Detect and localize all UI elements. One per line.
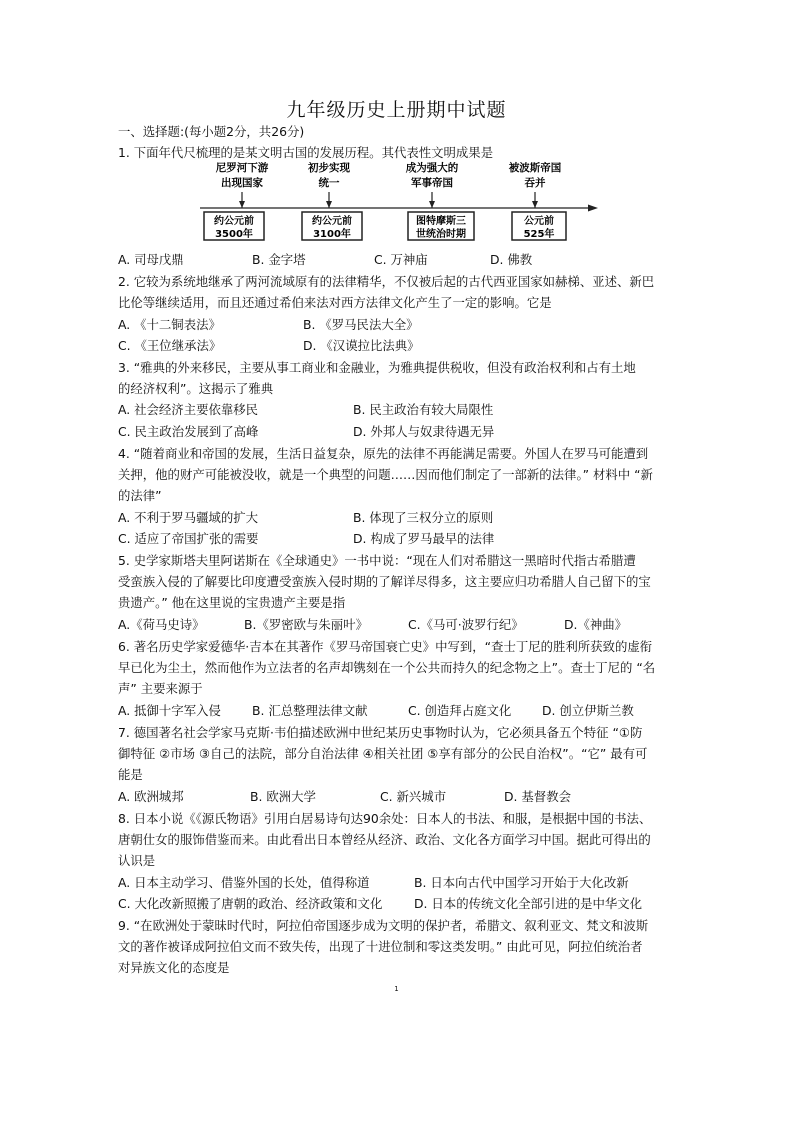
q8-stem-line1: 8. 日本小说《《源氏物语》引用白居易诗句达90余处：日本人的书法、和服，是根据中国的书法、 <box>118 811 652 826</box>
event-1-top: 尼罗河下游 <box>215 162 269 174</box>
q3-option-b[interactable]: B. 民主政治有较大局限性 <box>353 402 494 417</box>
q7-stem-line2: 御特征 ②市场 ③自己的法院，部分自治法律 ④相关社团 ⑤享有部分的公民自治权”。“它” 最有可 <box>118 746 648 761</box>
q4-stem-line1: 4. “随着商业和帝国的发展，生活日益复杂，原先的法律不再能满足需要。外国人在罗马可能遭到 <box>118 446 649 461</box>
q5-stem-line3: 贵遗产。” 他在这里说的宝贵遗产主要是指 <box>118 595 346 610</box>
q3-option-a[interactable]: A. 社会经济主要依靠移民 <box>118 402 259 417</box>
event-3-date-line2: 世统治时期 <box>416 229 466 240</box>
q9-stem-line3: 对异族文化的态度是 <box>118 960 230 975</box>
q9-stem-line2: 文的著作被译成阿拉伯文而不致失传，出现了十进位制和零这类发明。” 由此可见，阿拉伯统治者 <box>118 939 643 954</box>
q5-stem-line2: 受蛮族入侵的了解要比印度遭受蛮族入侵时期的了解详尽得多，这主要应归功希腊人自己留下的宝 <box>118 574 651 589</box>
event-2-top: 初步实现 <box>308 162 350 174</box>
q5-option-b[interactable]: B.《罗密欧与朱丽叶》 <box>244 617 368 632</box>
q5-option-c[interactable]: C.《马可·波罗行纪》 <box>408 617 524 632</box>
q5-option-d[interactable]: D.《神曲》 <box>564 617 628 632</box>
event-1-date-line2: 3500年 <box>215 229 253 240</box>
event-1-bottom: 出现国家 <box>221 177 263 189</box>
timeline-arrow-icon <box>588 205 598 212</box>
q4-option-d[interactable]: D. 构成了罗马最早的法律 <box>353 531 495 546</box>
q7-option-a[interactable]: A. 欧洲城邦 <box>118 789 184 804</box>
q2-option-b[interactable]: B. 《罗马民法大全》 <box>303 317 419 332</box>
q1-option-c[interactable]: C. 万神庙 <box>374 252 428 267</box>
q4-option-a[interactable]: A. 不利于罗马疆域的扩大 <box>118 510 259 525</box>
q8-stem-line2: 唐朝仕女的服饰借鉴而来。由此看出日本曾经从经济、政治、文化各方面学习中国。据此可得出的 <box>118 832 651 847</box>
q2-stem-line1: 2. 它较为系统地继承了两河流域原有的法律精华，不仅被后起的古代西亚国家如赫梯、亚述、新巴 <box>118 274 655 289</box>
q5-option-a[interactable]: A.《荷马史诗》 <box>118 617 205 632</box>
q2-option-a[interactable]: A. 《十二铜表法》 <box>118 317 221 332</box>
exam-title: 九年级历史上册期中试题 <box>286 99 507 121</box>
q1-option-b[interactable]: B. 金字塔 <box>252 252 306 267</box>
q6-option-d[interactable]: D. 创立伊斯兰教 <box>542 703 634 718</box>
q1-option-a[interactable]: A. 司母戊鼎 <box>118 252 184 267</box>
q7-stem-line1: 7. 德国著名社会学家马克斯·韦伯描述欧洲中世纪某历史事物时认为，它必须具备五个特征 “①防 <box>118 725 643 740</box>
q6-stem-line3: 声” 主要来源于 <box>118 681 203 696</box>
event-4-bottom: 吞并 <box>524 177 546 189</box>
q2-option-c[interactable]: C. 《王位继承法》 <box>118 338 222 353</box>
q4-stem-line2: 关押，他的财产可能被没收，就是一个典型的问题……因而他们制定了一部新的法律。” 材料中 “新 <box>118 467 653 482</box>
event-3-top: 成为强大的 <box>405 162 459 174</box>
q5-stem-line1: 5. 史学家斯塔夫里阿诺斯在《全球通史》一书中说：“现在人们对希腊这一黑暗时代指古希腊遭 <box>118 553 636 568</box>
event-2-date-line2: 3100年 <box>313 229 351 240</box>
q4-stem-line3: 的法律” <box>118 488 162 503</box>
q3-option-c[interactable]: C. 民主政治发展到了高峰 <box>118 424 259 439</box>
event-2-date-line1: 约公元前 <box>312 216 352 227</box>
event-4-top: 被波斯帝国 <box>508 162 562 174</box>
q8-option-c[interactable]: C. 大化改新照搬了唐朝的政治、经济政策和文化 <box>118 896 383 911</box>
event-4-date-line2: 525年 <box>523 229 555 240</box>
q1-option-d[interactable]: D. 佛教 <box>490 252 533 267</box>
event-3-date-line1: 图特摩斯三 <box>416 216 466 227</box>
event-3-bottom: 军事帝国 <box>411 177 453 189</box>
q1-stem: 1. 下面年代尺梳理的是某文明古国的发展历程。其代表性文明成果是 <box>118 145 494 160</box>
q3-stem-line2: 的经济权利”。这揭示了雅典 <box>118 381 274 396</box>
page-number: 1 <box>394 985 399 993</box>
section-heading: 一、选择题:(每小题2分，共26分) <box>118 124 305 139</box>
q6-option-b[interactable]: B. 汇总整理法律文献 <box>252 703 368 718</box>
event-4-date-line1: 公元前 <box>524 216 554 227</box>
q8-option-a[interactable]: A. 日本主动学习、借鉴外国的长处，值得称道 <box>118 875 370 890</box>
q6-stem-line2: 早已化为尘土，然而他作为立法者的名声却镌刻在一个公共而持久的纪念物之上”。查士丁尼的 “名 <box>118 660 656 675</box>
q8-option-b[interactable]: B. 日本向古代中国学习开始于大化改新 <box>414 875 629 890</box>
event-2-bottom: 统一 <box>318 177 340 189</box>
q9-stem-line1: 9. “在欧洲处于蒙昧时代时，阿拉伯帝国逐步成为文明的保护者，希腊文、叙利亚文、梵文和波斯 <box>118 918 649 933</box>
q2-stem-line2: 比伦等继续适用，而且还通过希伯来法对西方法律文化产生了一定的影响。它是 <box>118 295 552 310</box>
q4-option-b[interactable]: B. 体现了三权分立的原则 <box>353 510 494 525</box>
q8-stem-line3: 认识是 <box>118 853 156 868</box>
timeline-figure <box>198 160 598 246</box>
q7-option-c[interactable]: C. 新兴城市 <box>380 789 447 804</box>
q8-option-d[interactable]: D. 日本的传统文化全部引进的是中华文化 <box>414 896 643 911</box>
q3-option-d[interactable]: D. 外邦人与奴隶待遇无异 <box>353 424 495 439</box>
q7-option-b[interactable]: B. 欧洲大学 <box>250 789 316 804</box>
q4-option-c[interactable]: C. 适应了帝国扩张的需要 <box>118 531 259 546</box>
q6-stem-line1: 6. 著名历史学家爱德华·吉本在其著作《罗马帝国衰亡史》中写到，“查士丁尼的胜利所获致的虚衔 <box>118 639 653 654</box>
q7-option-d[interactable]: D. 基督教会 <box>504 789 571 804</box>
q3-stem-line1: 3. “雅典的外来移民，主要从事工商业和金融业，为雅典提供税收，但没有政治权利和占有土地 <box>118 360 636 375</box>
q7-stem-line3: 能是 <box>118 767 143 782</box>
event-1-date-line1: 约公元前 <box>214 216 254 227</box>
q6-option-a[interactable]: A. 抵御十字军入侵 <box>118 703 221 718</box>
q2-option-d[interactable]: D. 《汉谟拉比法典》 <box>303 338 420 353</box>
q6-option-c[interactable]: C. 创造拜占庭文化 <box>408 703 512 718</box>
